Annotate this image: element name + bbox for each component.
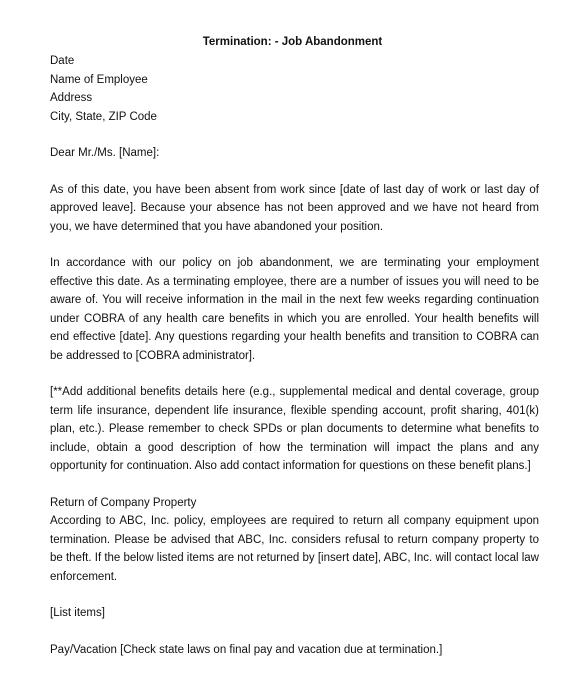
list-placeholder: [List items] xyxy=(50,607,105,619)
paragraph-absence: As of this date, you have been absent from work since [date of last day of work or last day of approved leave]. Because your absence has not been approved and we have not heard from you, we have determined that you have abandoned your position. xyxy=(50,183,539,233)
address-line-date: Date xyxy=(50,55,75,67)
paragraph-termination: In accordance with our policy on job abandonment, we are terminating your employment effective this date. As a terminating employee, there are a number of issues you will need to be aware of. You will receive information in the mail in the next few weeks regarding continuation under COBRA of any health care benefits in which you are enrolled. Your health benefits will end effective [date]. Any questions regarding your health benefits and transition to COBRA can be addressed to [COBRA administrator]. xyxy=(50,257,539,362)
address-line-address: Address xyxy=(50,92,93,104)
document-title: Termination: - Job Abandonment xyxy=(202,36,383,48)
salutation: Dear Mr./Ms. [Name]: xyxy=(50,147,160,159)
address-line-employee: Name of Employee xyxy=(50,73,148,86)
section-heading-property: Return of Company Property xyxy=(50,496,197,509)
paragraph-property: According to ABC, Inc. policy, employees are required to return all company equipment upon termination. Please be advised that ABC, Inc. considers refusal to return company property to be theft. If the below listed items are not returned by [insert date], ABC, Inc. will contact local law enforcement. xyxy=(50,515,539,583)
letter-body xyxy=(50,52,539,659)
pay-vacation: Pay/Vacation [Check state laws on final pay and vacation due at termination.] xyxy=(50,643,443,656)
paragraph-benefits: [**Add additional benefits details here (e.g., supplemental medical and dental coverage, group term life insurance, dependent life insurance, flexible spending account, profit sharing, 401(k) plan, etc.). Please remember to check SPDs or plan documents to determine what benefits to include, obtain a good description of how the termination will impact the plans and any opportunity for continuation. Also add contact information for questions on these benefit plans.] xyxy=(50,386,539,472)
address-line-city: City, State, ZIP Code xyxy=(50,110,157,123)
